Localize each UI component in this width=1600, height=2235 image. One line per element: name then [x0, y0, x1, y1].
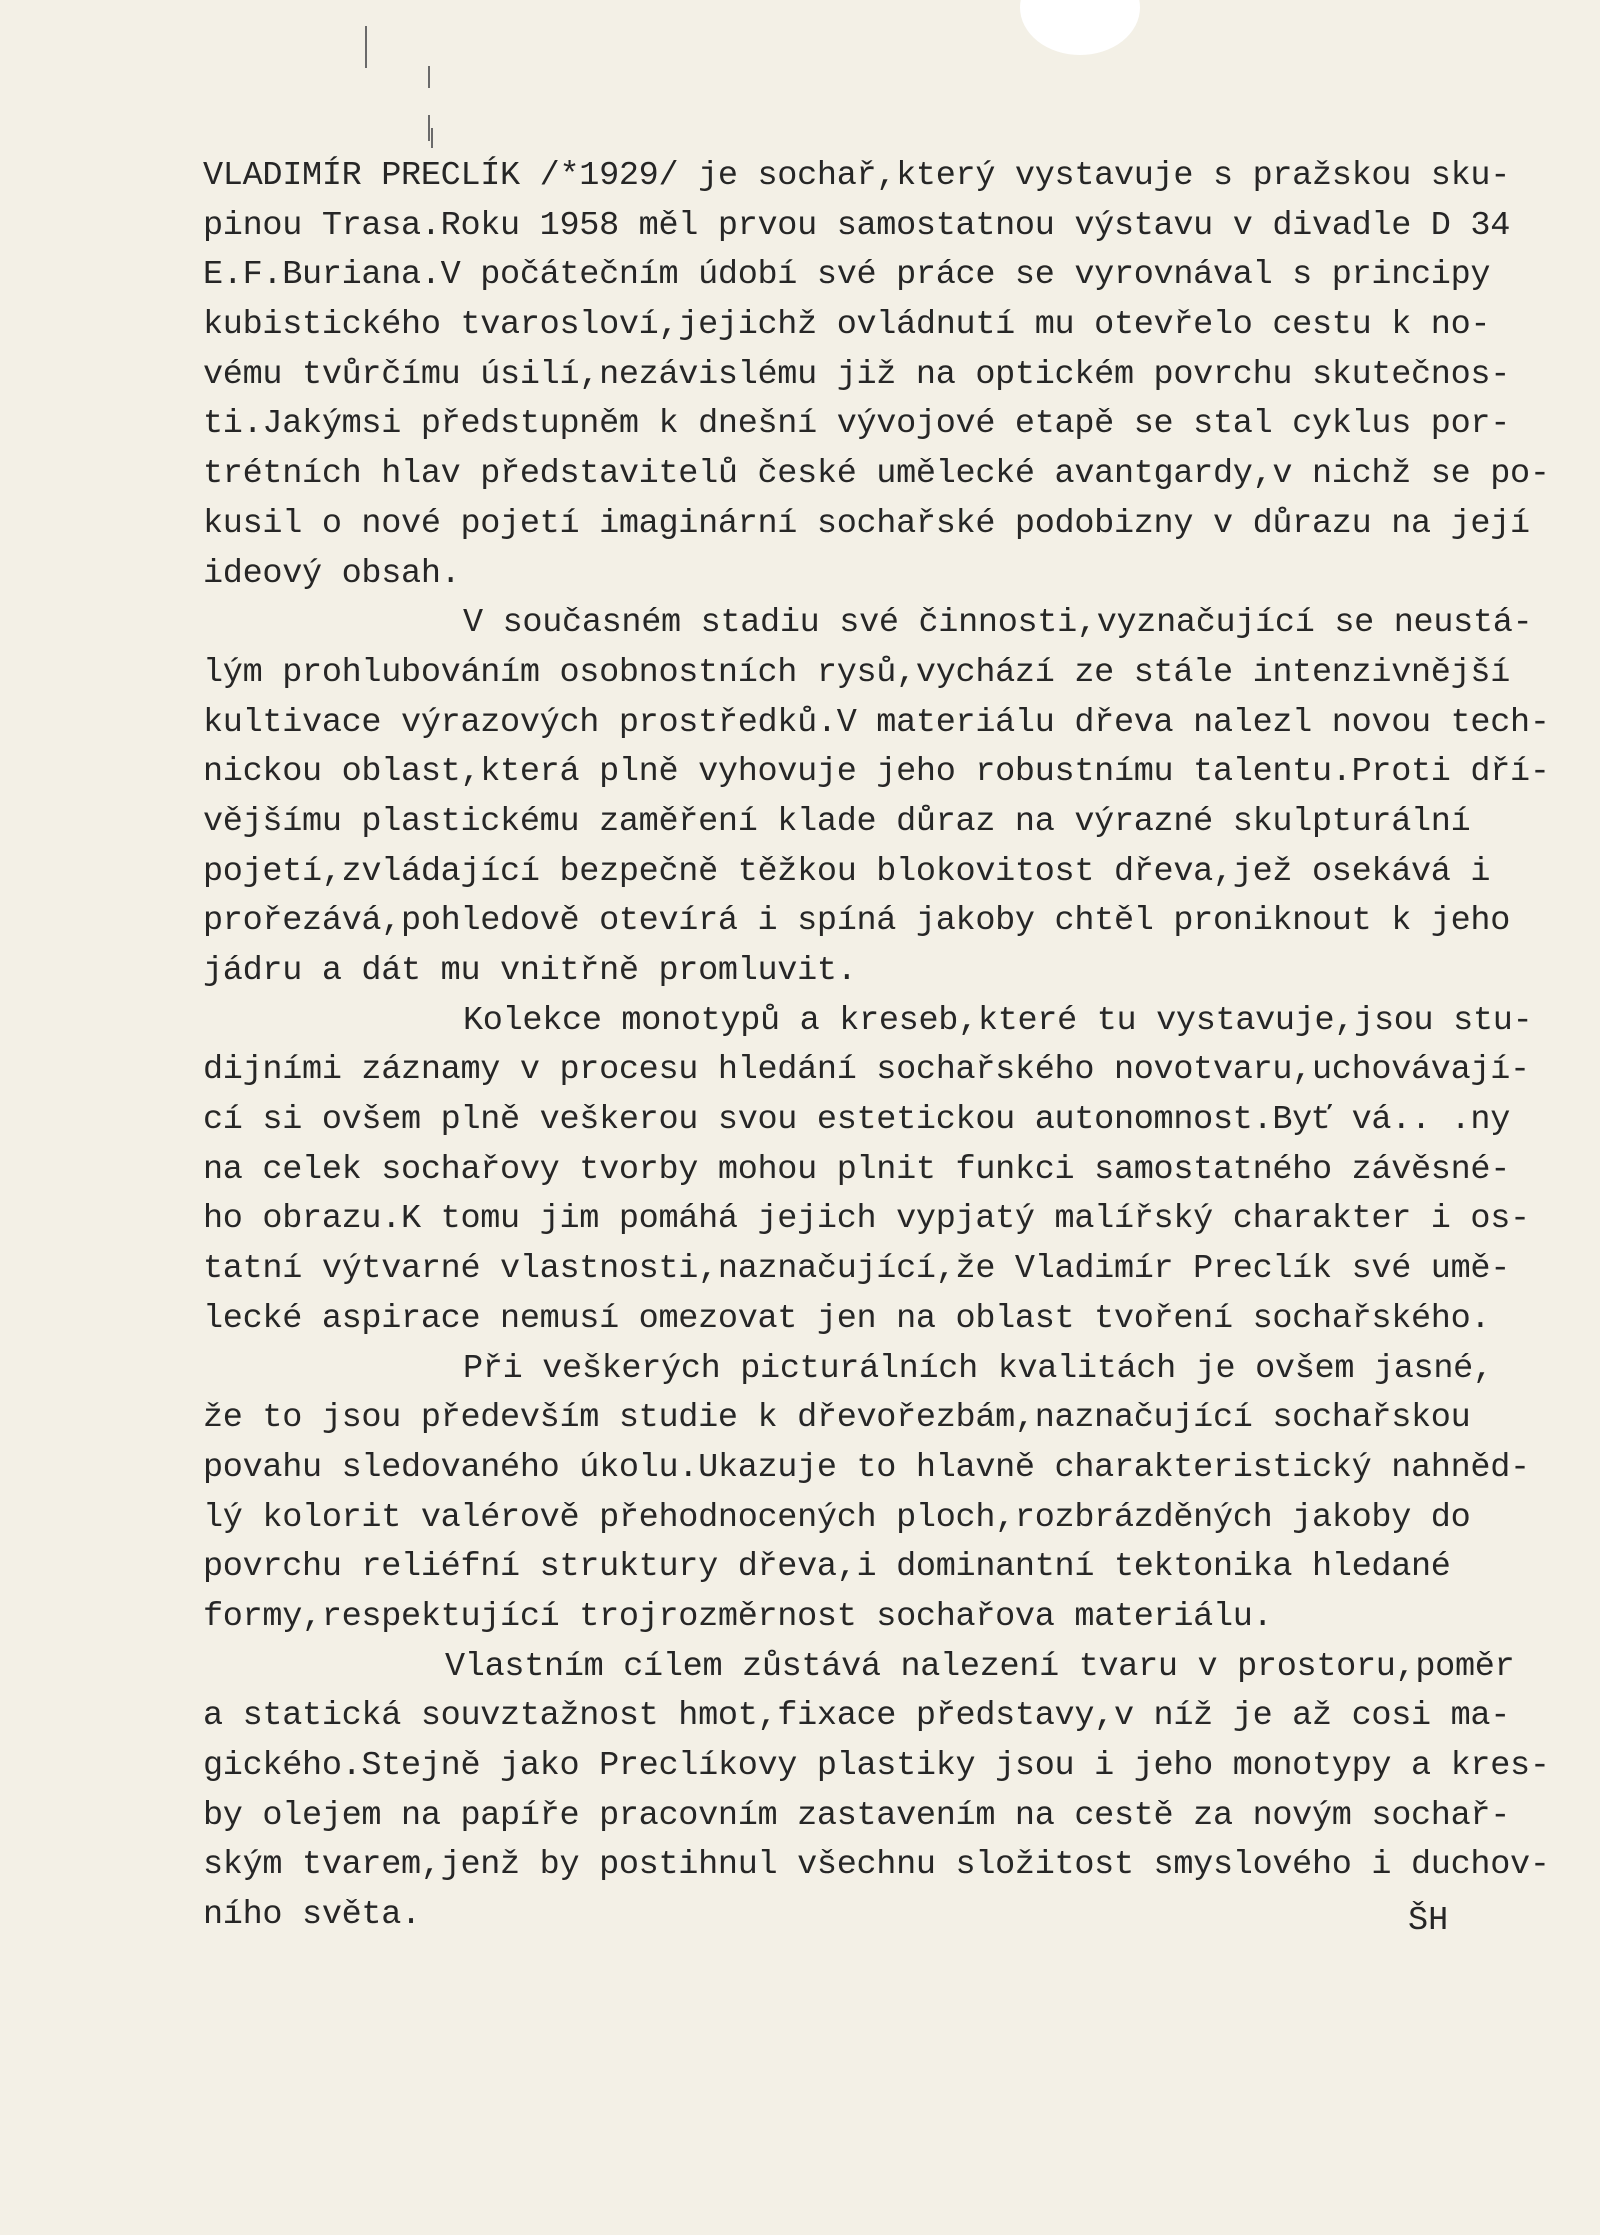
- text-line: ti.Jakýmsi předstupněm k dnešní vývojové etapě se stal cyklus por-: [203, 405, 1511, 444]
- text-line: tatní výtvarné vlastnosti,naznačující,že Vladimír Preclík své umě-: [203, 1250, 1511, 1289]
- paper-notch: [1020, 0, 1140, 55]
- text-line: prořezává,pohledově otevírá i spíná jakoby chtěl proniknout k jeho: [203, 902, 1511, 941]
- text-line: Kolekce monotypů a kreseb,které tu vystavuje,jsou stu-: [463, 1001, 1533, 1040]
- text-line: na celek sochařovy tvorby mohou plnit funkci samostatného závěsné-: [203, 1150, 1511, 1189]
- text-line: gického.Stejně jako Preclíkovy plastiky jsou i jeho monotypy a kres-: [203, 1747, 1550, 1785]
- typed-text-body: [203, 152, 1573, 1941]
- text-line: cí si ovšem plně veškerou svou estetickou autonomnost.Byť vá.. .ny: [203, 1101, 1511, 1140]
- text-line: ho obrazu.K tomu jim pomáhá jejich vypjatý malířský charakter i os-: [203, 1200, 1530, 1239]
- text-line: povrchu reliéfní struktury dřeva,i dominantní tektonika hledané: [203, 1548, 1451, 1587]
- text-line: lecké aspirace nemusí omezovat jen na oblast tvoření sochařského.: [203, 1299, 1491, 1338]
- text-line: povahu sledovaného úkolu.Ukazuje to hlavně charakteristický nahněd-: [203, 1448, 1530, 1487]
- text-line: vějšímu plastickému zaměření klade důraz na výrazné skulpturální: [203, 802, 1471, 841]
- text-line: jádru a dát mu vnitřně promluvit.: [203, 952, 857, 990]
- text-line: ního světa.: [203, 1896, 421, 1935]
- text-line: pojetí,zvládající bezpečně těžkou blokovitost dřeva,jež osekává i: [203, 852, 1491, 891]
- text-line: pinou Trasa.Roku 1958 měl prvou samostatnou výstavu v divadle D 34: [203, 206, 1511, 245]
- text-line: lým prohlubováním osobnostních rysů,vychází ze stále intenzivnější: [203, 653, 1511, 692]
- author-initials: ŠH: [1408, 1902, 1449, 1940]
- margin-tick-mark: [365, 26, 367, 68]
- text-line: že to jsou především studie k dřevořezbám,naznačující sochařskou: [203, 1399, 1471, 1438]
- text-line: vému tvůrčímu úsilí,nezávislému již na optickém povrchu skutečnos-: [203, 355, 1511, 394]
- text-line: lý kolorit valérově přehodnocených ploch,rozbrázděných jakoby do: [203, 1498, 1471, 1537]
- text-line: trétních hlav představitelů české umělecké avantgardy,v nichž se po-: [203, 455, 1550, 494]
- margin-tick-mark: [431, 128, 433, 148]
- margin-tick-mark: [428, 66, 430, 88]
- text-line: Při veškerých picturálních kvalitách je ovšem jasné,: [463, 1349, 1493, 1388]
- text-line: formy,respektující trojrozměrnost sochařova materiálu.: [203, 1597, 1273, 1636]
- text-line: Vlastním cílem zůstává nalezení tvaru v prostoru,poměr: [445, 1647, 1515, 1686]
- text-line: VLADIMÍR PRECLÍK /*1929/ je sochař,který vystavuje s pražskou sku-: [203, 157, 1511, 195]
- text-line: nickou oblast,která plně vyhovuje jeho robustnímu talentu.Proti dří-: [203, 753, 1550, 792]
- text-line: kultivace výrazových prostředků.V materiálu dřeva nalezl novou tech-: [203, 703, 1550, 742]
- text-line: dijními záznamy v procesu hledání sochařského novotvaru,uchovávají-: [203, 1051, 1530, 1090]
- margin-tick-mark: [428, 115, 430, 141]
- text-line: ským tvarem,jenž by postihnul všechnu složitost smyslového i duchov-: [203, 1846, 1550, 1885]
- text-line: ideový obsah.: [203, 554, 461, 593]
- text-line: by olejem na papíře pracovním zastavením na cestě za novým sochař-: [203, 1796, 1511, 1835]
- text-line: a statická souvztažnost hmot,fixace představy,v níž je až cosi ma-: [203, 1697, 1511, 1736]
- text-line: kubistického tvarosloví,jejichž ovládnutí mu otevřelo cestu k no-: [203, 306, 1491, 345]
- text-line: E.F.Buriana.V počátečním údobí své práce se vyrovnával s principy: [203, 256, 1491, 295]
- text-line: kusil o nové pojetí imaginární sochařské podobizny v důrazu na její: [203, 504, 1530, 543]
- text-line: V současném stadiu své činnosti,vyznačující se neustá-: [463, 604, 1533, 643]
